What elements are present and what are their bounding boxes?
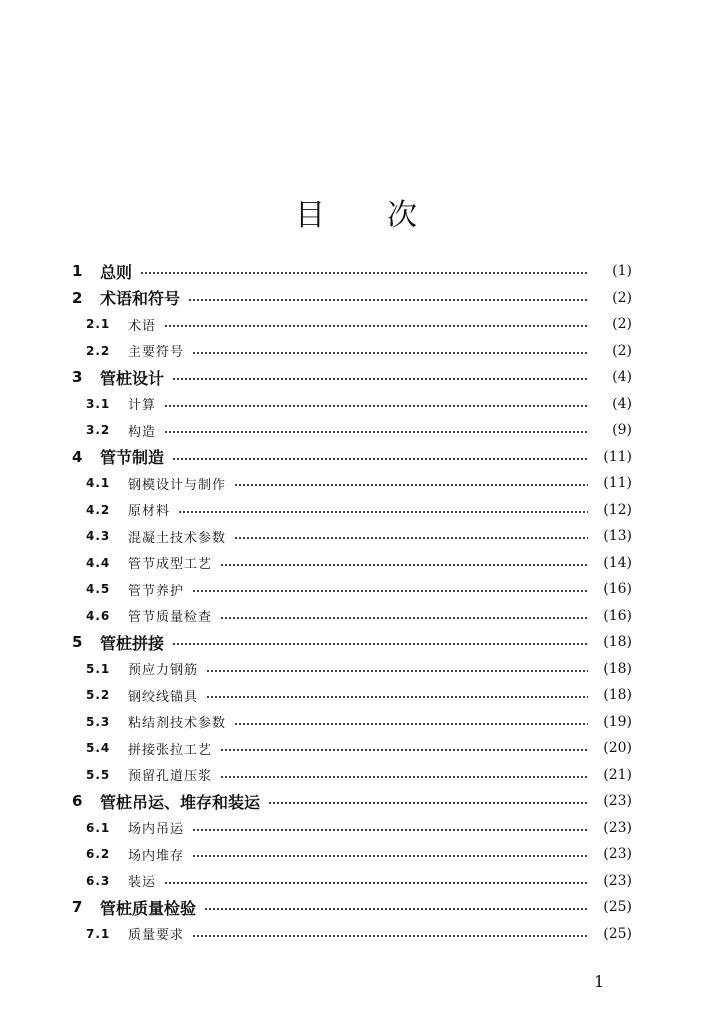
toc-entry-number: 6 bbox=[72, 792, 83, 811]
toc-entry bbox=[72, 497, 632, 524]
toc-entry-number: 6.1 bbox=[86, 820, 111, 835]
toc-entry-page: (18) bbox=[603, 687, 632, 704]
toc-entry-number: 4.2 bbox=[86, 502, 111, 517]
toc-entry-page: (23) bbox=[603, 793, 632, 810]
leader-dots bbox=[220, 617, 588, 619]
toc-entry-page: (12) bbox=[603, 501, 632, 518]
toc-title-char-2: 次 bbox=[387, 198, 417, 233]
toc-entry-label: 粘结剂技术参数 bbox=[128, 716, 227, 732]
toc-entry-label: 原材料 bbox=[128, 504, 171, 520]
toc-entry-label: 预应力钢筋 bbox=[128, 663, 199, 679]
leader-dots bbox=[164, 405, 588, 407]
toc-entry-label: 钢绞线锚具 bbox=[128, 689, 199, 705]
toc-entry-page: (23) bbox=[603, 846, 632, 863]
toc-entry-number: 2 bbox=[72, 288, 83, 307]
page-number: 1 bbox=[594, 972, 605, 991]
toc-entry-number: 1 bbox=[72, 262, 83, 281]
leader-dots bbox=[172, 643, 588, 645]
toc-entry-number: 5.1 bbox=[86, 661, 111, 676]
leader-dots bbox=[234, 723, 588, 725]
toc-entry-page: (21) bbox=[603, 766, 632, 783]
toc-entry-label: 场内堆存 bbox=[128, 848, 185, 864]
toc-entry-number: 2.2 bbox=[86, 343, 111, 358]
toc-entry-label: 装运 bbox=[128, 875, 157, 891]
leader-dots bbox=[172, 378, 588, 380]
toc-entry-label: 计算 bbox=[128, 398, 157, 414]
toc-entry bbox=[72, 868, 632, 895]
toc-entry-label: 总则 bbox=[100, 262, 133, 282]
toc-entry-label: 预留孔道压浆 bbox=[128, 769, 213, 785]
toc-entry bbox=[72, 523, 632, 550]
toc-entry-label: 主要符号 bbox=[128, 345, 185, 361]
leader-dots bbox=[192, 935, 588, 937]
toc-entry-label: 拼接张拉工艺 bbox=[128, 742, 213, 758]
toc-entry bbox=[72, 444, 632, 471]
toc-entry bbox=[72, 788, 632, 815]
toc-entry-number: 3.1 bbox=[86, 396, 111, 411]
table-of-contents bbox=[72, 258, 632, 947]
toc-entry-number: 4.5 bbox=[86, 582, 111, 597]
toc-entry bbox=[72, 841, 632, 868]
toc-entry-page: (9) bbox=[612, 422, 632, 439]
toc-entry-number: 7.1 bbox=[86, 926, 111, 941]
toc-entry-label: 术语和符号 bbox=[100, 289, 181, 309]
leader-dots bbox=[234, 537, 588, 539]
leader-dots bbox=[192, 829, 588, 831]
leader-dots bbox=[192, 855, 588, 857]
toc-entry-label: 质量要求 bbox=[128, 928, 185, 944]
leader-dots bbox=[188, 299, 588, 301]
toc-entry-number: 7 bbox=[72, 898, 83, 917]
toc-title bbox=[0, 190, 712, 234]
toc-entry-page: (25) bbox=[603, 925, 632, 942]
leader-dots bbox=[178, 511, 588, 513]
toc-entry-page: (2) bbox=[612, 342, 632, 359]
toc-entry bbox=[72, 709, 632, 736]
toc-entry-page: (11) bbox=[603, 475, 632, 492]
toc-entry-page: (11) bbox=[603, 448, 632, 465]
toc-entry-number: 3.2 bbox=[86, 423, 111, 438]
toc-entry-number: 3 bbox=[72, 368, 83, 387]
toc-entry-page: (14) bbox=[603, 554, 632, 571]
toc-entry-label: 管节制造 bbox=[100, 448, 165, 468]
toc-entry bbox=[72, 470, 632, 497]
toc-entry-number: 4.3 bbox=[86, 529, 111, 544]
leader-dots bbox=[164, 325, 588, 327]
leader-dots bbox=[220, 564, 588, 566]
toc-entry-number: 5 bbox=[72, 633, 83, 652]
toc-entry-page: (19) bbox=[603, 713, 632, 730]
toc-entry-label: 管节成型工艺 bbox=[128, 557, 213, 573]
toc-entry-label: 管桩拼接 bbox=[100, 633, 165, 653]
toc-entry-label: 混凝土技术参数 bbox=[128, 530, 227, 546]
toc-entry-label: 管节质量检查 bbox=[128, 610, 213, 626]
toc-entry bbox=[72, 815, 632, 842]
toc-entry-number: 4 bbox=[72, 447, 83, 466]
toc-entry-number: 4.1 bbox=[86, 476, 111, 491]
toc-entry-page: (2) bbox=[612, 316, 632, 333]
toc-entry-page: (23) bbox=[603, 819, 632, 836]
toc-entry bbox=[72, 762, 632, 789]
toc-entry bbox=[72, 391, 632, 418]
toc-entry bbox=[72, 735, 632, 762]
leader-dots bbox=[164, 431, 588, 433]
toc-entry bbox=[72, 656, 632, 683]
toc-entry-page: (16) bbox=[603, 607, 632, 624]
leader-dots bbox=[234, 484, 588, 486]
toc-entry-label: 场内吊运 bbox=[128, 822, 185, 838]
toc-entry-number: 5.2 bbox=[86, 688, 111, 703]
leader-dots bbox=[172, 458, 588, 460]
toc-entry-page: (16) bbox=[603, 581, 632, 598]
toc-entry-label: 钢模设计与制作 bbox=[128, 477, 227, 493]
toc-entry-label: 管桩设计 bbox=[100, 368, 165, 388]
toc-entry bbox=[72, 550, 632, 577]
leader-dots bbox=[164, 882, 588, 884]
toc-entry-page: (1) bbox=[612, 263, 632, 280]
toc-entry-label: 管节养护 bbox=[128, 583, 185, 599]
toc-entry-page: (4) bbox=[612, 369, 632, 386]
leader-dots bbox=[268, 802, 588, 804]
toc-entry bbox=[72, 364, 632, 391]
leader-dots bbox=[192, 590, 588, 592]
toc-entry-page: (18) bbox=[603, 660, 632, 677]
toc-entry-label: 管桩质量检验 bbox=[100, 898, 197, 918]
toc-entry bbox=[72, 285, 632, 312]
toc-entry-page: (2) bbox=[612, 289, 632, 306]
toc-entry bbox=[72, 629, 632, 656]
toc-entry-page: (23) bbox=[603, 872, 632, 889]
toc-entry-label: 管桩吊运、堆存和装运 bbox=[100, 792, 261, 812]
leader-dots bbox=[220, 749, 588, 751]
leader-dots bbox=[220, 776, 588, 778]
toc-entry-number: 5.3 bbox=[86, 714, 111, 729]
toc-entry bbox=[72, 603, 632, 630]
toc-entry-label: 术语 bbox=[128, 318, 157, 334]
toc-entry-number: 4.6 bbox=[86, 608, 111, 623]
toc-entry-number: 4.4 bbox=[86, 555, 111, 570]
toc-entry-label: 构造 bbox=[128, 424, 157, 440]
toc-entry bbox=[72, 417, 632, 444]
toc-entry bbox=[72, 258, 632, 285]
toc-entry-number: 2.1 bbox=[86, 317, 111, 332]
toc-entry-number: 5.4 bbox=[86, 741, 111, 756]
toc-entry bbox=[72, 311, 632, 338]
leader-dots bbox=[206, 696, 588, 698]
toc-entry bbox=[72, 682, 632, 709]
toc-entry-page: (25) bbox=[603, 899, 632, 916]
toc-entry-page: (18) bbox=[603, 634, 632, 651]
leader-dots bbox=[204, 908, 588, 910]
leader-dots bbox=[140, 272, 588, 274]
toc-entry-number: 6.3 bbox=[86, 873, 111, 888]
leader-dots bbox=[206, 670, 588, 672]
toc-title-char-1: 目 bbox=[295, 198, 325, 233]
leader-dots bbox=[192, 352, 588, 354]
toc-entry bbox=[72, 576, 632, 603]
toc-entry-page: (13) bbox=[603, 528, 632, 545]
toc-entry-page: (4) bbox=[612, 395, 632, 412]
toc-entry-number: 5.5 bbox=[86, 767, 111, 782]
toc-entry bbox=[72, 894, 632, 921]
toc-entry-page: (20) bbox=[603, 740, 632, 757]
toc-entry bbox=[72, 921, 632, 948]
toc-entry bbox=[72, 338, 632, 365]
toc-entry-number: 6.2 bbox=[86, 847, 111, 862]
